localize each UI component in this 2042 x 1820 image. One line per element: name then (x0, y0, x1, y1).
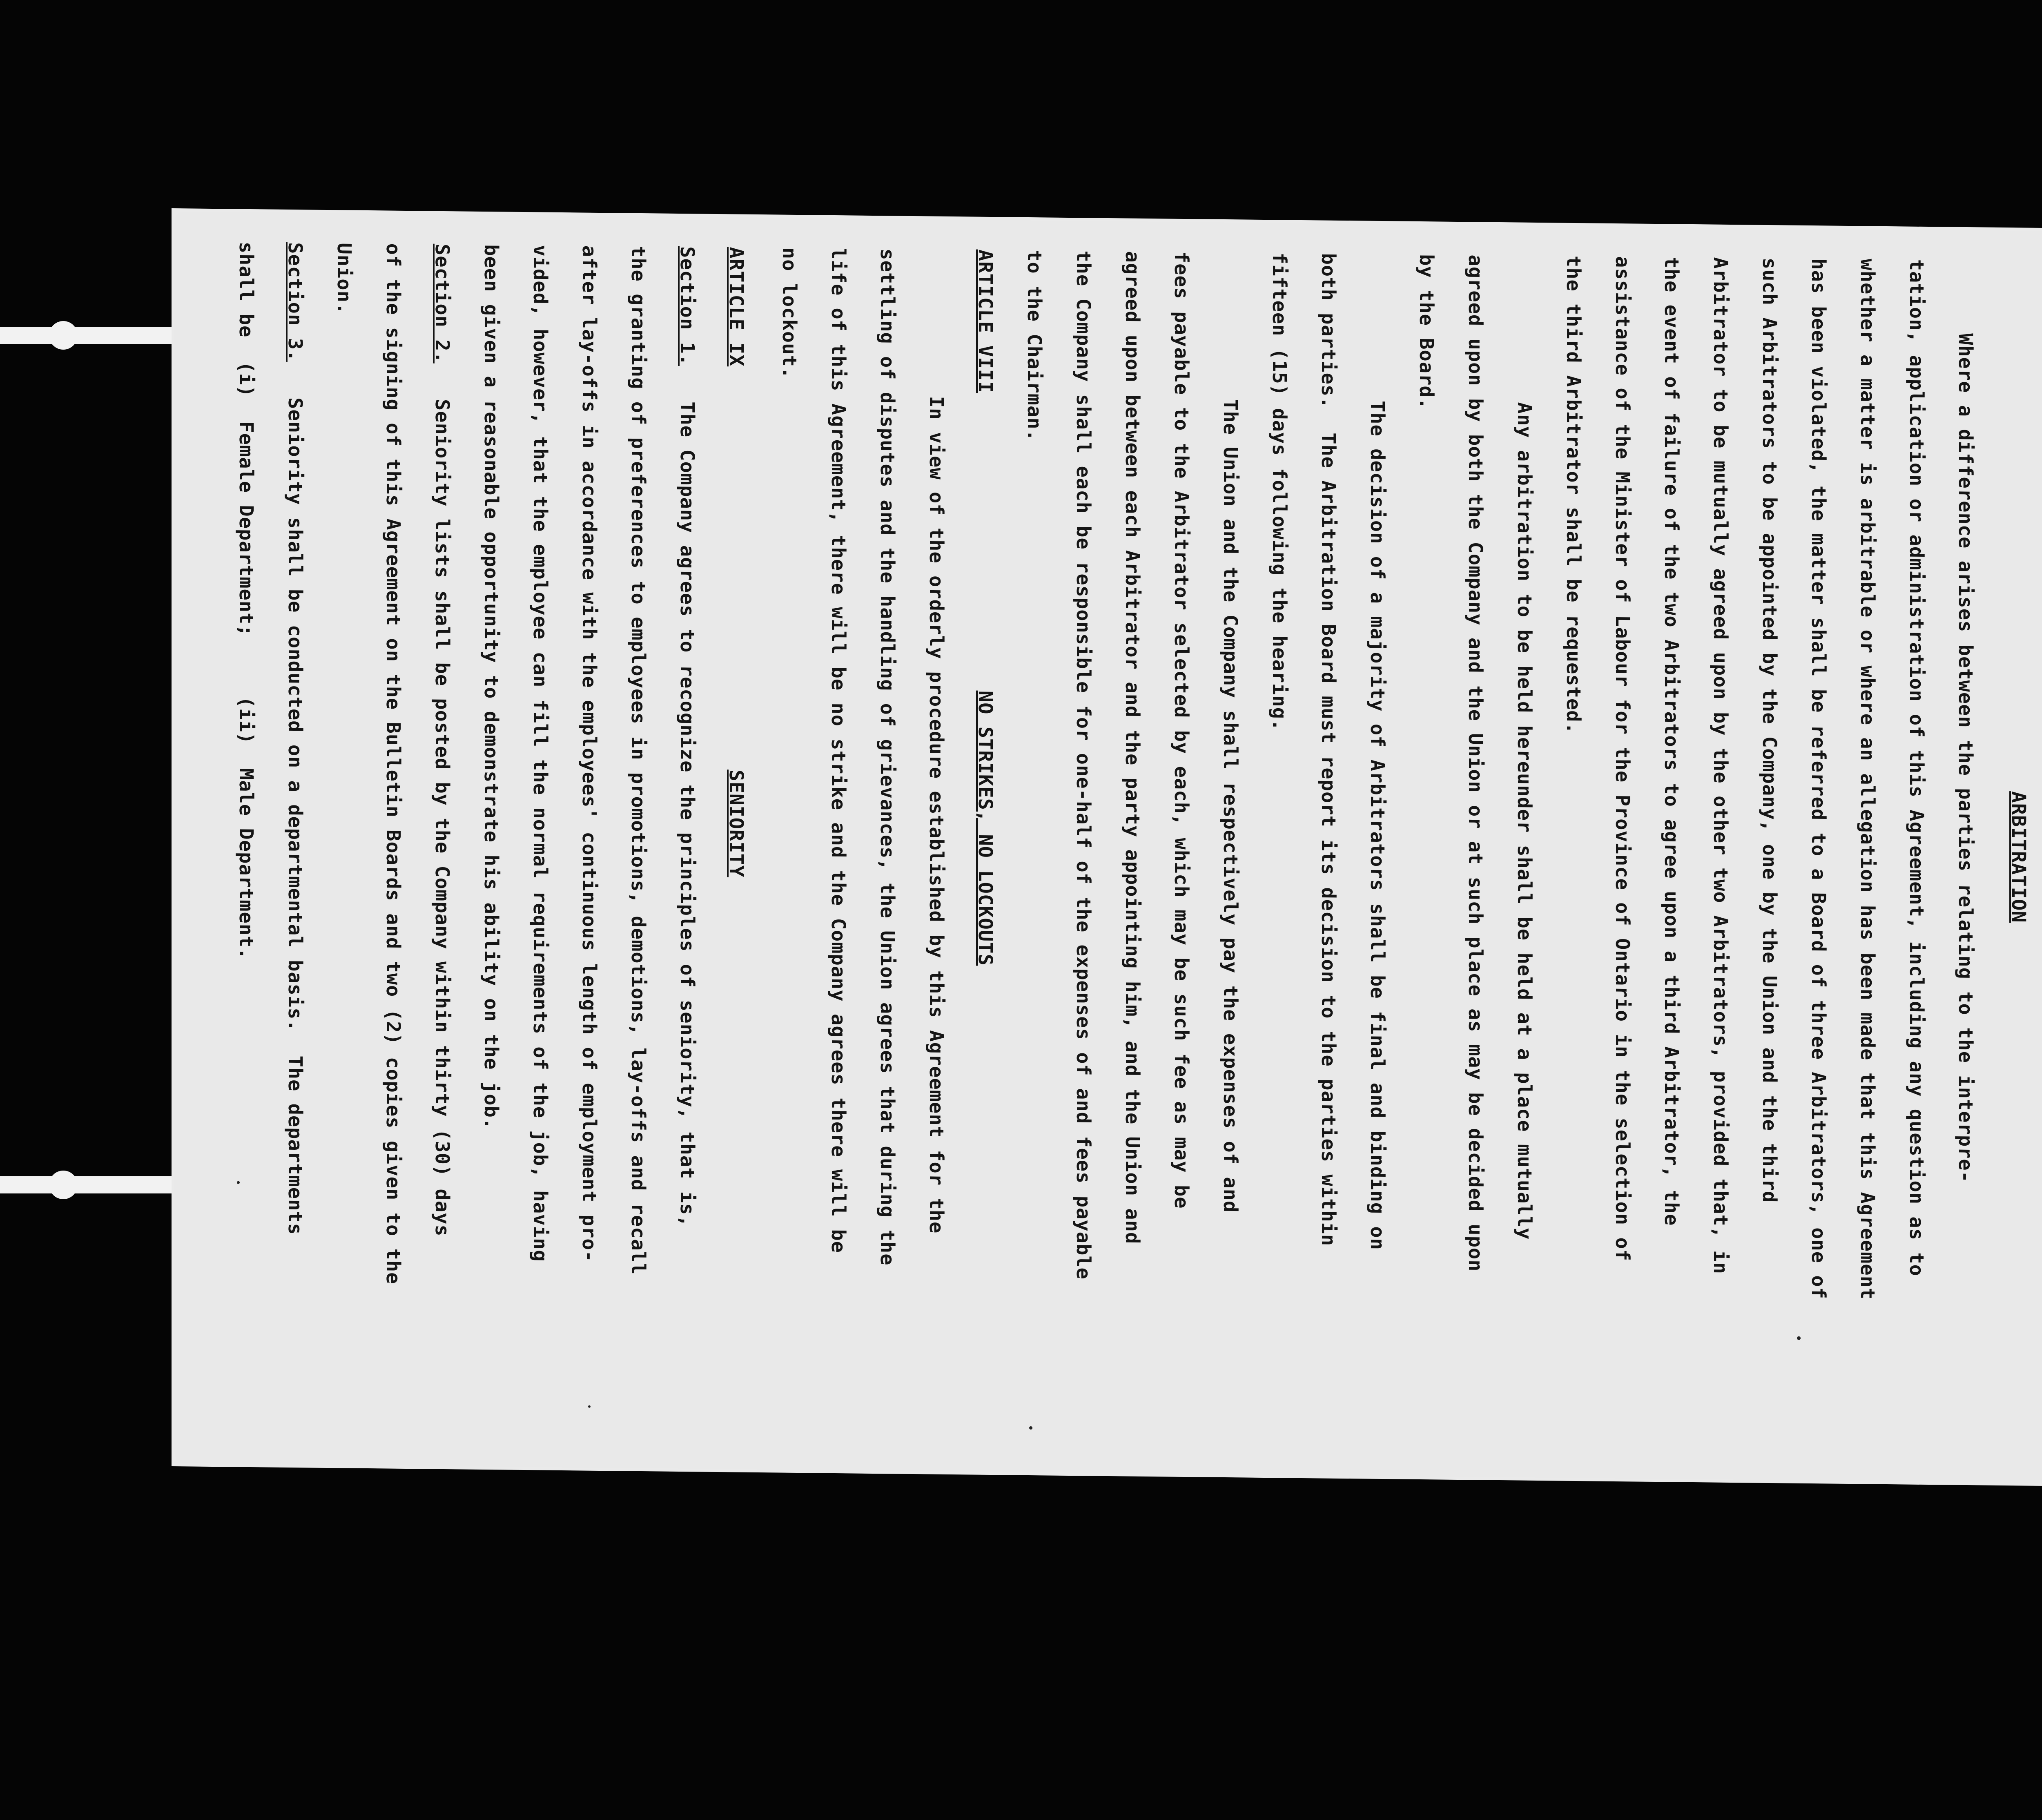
text-line: settling of disputes and the handling of grievances, the Union agrees that during the (876, 248, 898, 1266)
text-line: agreed upon between each Arbitrator and the party appointing him, and the Union and (1121, 251, 1144, 1245)
text-line: agreed upon by both the Company and the Union or at such place as may be decided upon (1464, 254, 1487, 1272)
text-line: has been violated, the matter shall be referred to a Board of three Arbitrators, one of (1807, 258, 1830, 1300)
text-line: vided, however, that the employee can fill the normal requirements of the job, having (529, 245, 551, 1262)
article-8-title: NO STRIKES, NO LOCKOUTS (974, 690, 996, 966)
text-line: life of this Agreement, there will be no strike and the Company agrees there will be (827, 248, 849, 1253)
text-line: the third Arbitrator shall be requested. (1562, 255, 1585, 735)
text-line: tation, application or administration of this Agreement, including any question as to (1905, 259, 1928, 1277)
section-2-label: Section 2. (431, 243, 453, 364)
text-line: by the Board. (1415, 254, 1438, 410)
text-line: In view of the orderly procedure established by this Agreement for the (925, 396, 947, 1234)
text-line: Union. (333, 243, 355, 315)
article-9-title: SENIORITY (725, 769, 747, 878)
text-line: Seniority shall be conducted on a departmental basis. The departments (284, 397, 306, 1236)
text-line: Arbitrator to be mutually agreed upon by the other two Arbitrators, provided that, in (1709, 257, 1732, 1275)
text-line: The decision of a majority of Arbitrators shall be final and binding on (1366, 400, 1389, 1251)
text-line: the event of failure of the two Arbitrators to agree upon a third Arbitrator, the (1660, 256, 1683, 1226)
text-line: the granting of preferences to employees in promotions, demotions, lay-offs and recall (627, 245, 649, 1275)
article-8-label: ARTICLE VIII (974, 249, 996, 393)
text-line: both parties. The Arbitration Board must report its decision to the parties within (1317, 253, 1340, 1247)
text-line: such Arbitrators to be appointed by the Company, one by the Union and the third (1758, 257, 1781, 1203)
text-line: whether a matter is arbitrable or where an allegation has been made that this Agreement (1856, 259, 1879, 1300)
film-edge-marker-bottom (0, 1176, 188, 1193)
text-line: The Company agrees to recognize the principles of seniority, that is, (676, 401, 698, 1227)
text-line: of the signing of this Agreement on the Bulletin Boards and two (2) copies given to the (382, 243, 404, 1285)
section-1-label: Section 1. (676, 246, 698, 366)
text-line: The Union and the Company shall respectively pay the expenses of and (1219, 399, 1242, 1213)
rotated-text-block (212, 241, 2042, 1437)
section-3-label: Section 3. (284, 242, 306, 362)
text-line: Where a difference arises between the parties relating to the interpre- (1954, 333, 1977, 1183)
text-line: shall be (i) Female Department; (ii) Male Department. (235, 241, 257, 960)
text-line: fees payable to the Arbitrator selected by each, which may be such fee as may be (1170, 251, 1193, 1209)
text-line: fifteen (15) days following the hearing. (1268, 252, 1291, 732)
text-line: assistance of the Minister of Labour for the Province of Ontario in the selection of (1611, 256, 1634, 1262)
arbitration-heading: ARBITRATION (2007, 791, 2030, 923)
film-edge-marker-top (0, 327, 188, 344)
text-line: been given a reasonable opportunity to demonstrate his ability on the job. (480, 244, 502, 1130)
text-line: no lockout. (778, 247, 800, 379)
article-9-label: ARTICLE IX (725, 247, 747, 367)
text-line: to the Chairman. (1023, 250, 1046, 442)
text-line: the Company shall each be responsible for one-half of the expenses of and fees payable (1072, 250, 1095, 1280)
text-line: after lay-offs in accordance with the employees' continuous length of employment pro- (578, 245, 600, 1263)
text-line: Seniority lists shall be posted by the Company within thirty (30) days (431, 399, 453, 1237)
text-line: Any arbitration to be held hereunder shall be held at a place mutually (1513, 402, 1536, 1240)
document-page (172, 208, 2042, 1488)
